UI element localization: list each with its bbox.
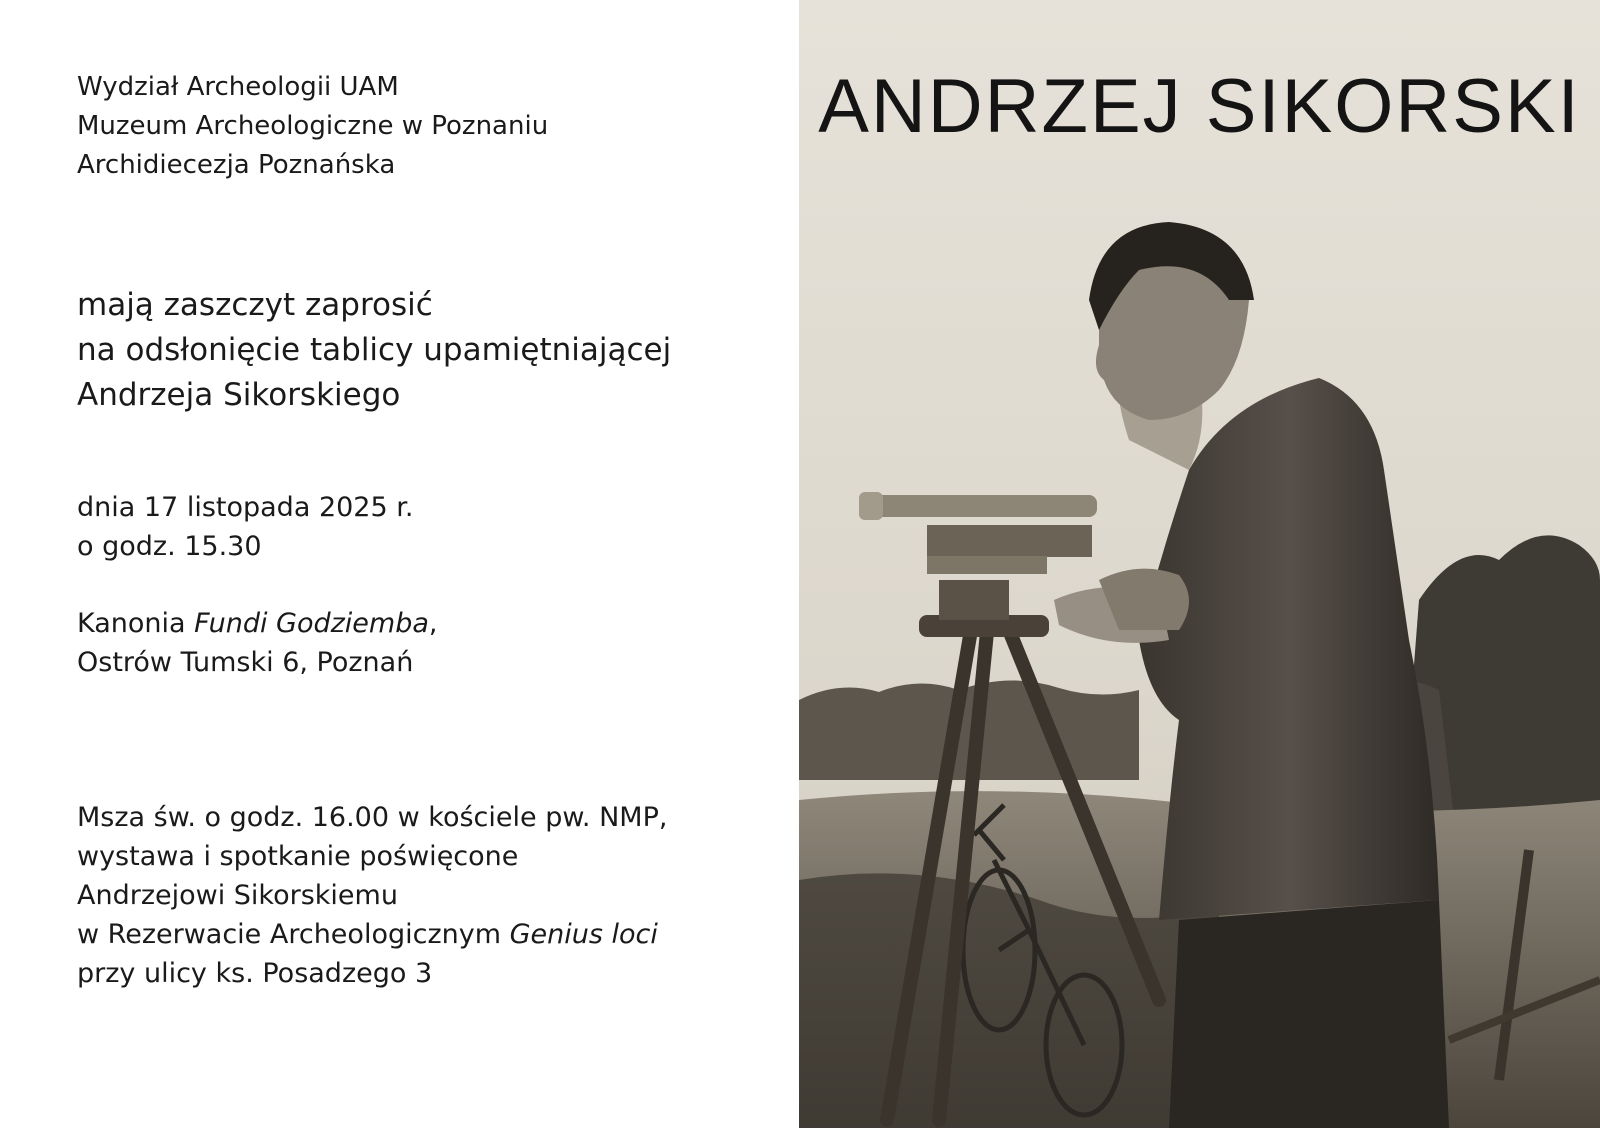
archival-photo-surveyor-with-theodolite-icon: [799, 0, 1600, 1128]
event-time: o godz. 15.30: [77, 531, 262, 562]
organizer-2: Muzeum Archeologiczne w Poznaniu: [77, 111, 549, 141]
reserve-prefix: w Rezerwacie Archeologicznym: [77, 919, 510, 950]
venue-prefix: Kanonia: [77, 608, 195, 639]
venue-name-line: [77, 604, 437, 643]
invitation-text-panel: [0, 0, 798, 1128]
mass-line-2: wystawa i spotkanie poświęcone: [77, 841, 519, 872]
mass-line-4: [77, 915, 667, 954]
venue-suffix: ,: [428, 608, 438, 639]
invitation-line-2: na odsłonięcie tablicy upamiętniającej: [77, 332, 672, 368]
venue-name: Fundi Godziemba: [194, 608, 429, 639]
organizer-3: Archidiecezja Poznańska: [77, 150, 396, 180]
organizers-list: [77, 68, 548, 185]
photo-title: ANDRZEJ SIKORSKI: [818, 64, 1581, 149]
invitation-line-3: Andrzeja Sikorskiego: [77, 377, 401, 413]
mass-line-1: Msza św. o godz. 16.00 w kościele pw. NMP,: [77, 802, 668, 833]
event-date: [77, 488, 413, 566]
organizer-1: Wydział Archeologii UAM: [77, 72, 399, 102]
mass-line-3: Andrzejowi Sikorskiemu: [77, 880, 398, 911]
venue-address: Ostrów Tumski 6, Poznań: [77, 647, 414, 678]
reserve-name: Genius loci: [509, 919, 658, 950]
mass-and-exhibition: [77, 798, 667, 993]
invitation-statement: [77, 283, 671, 418]
mass-line-5: przy ulicy ks. Posadzego 3: [77, 958, 433, 989]
invitation-line-1: mają zaszczyt zaprosić: [77, 287, 433, 323]
event-day: dnia 17 listopada 2025 r.: [77, 492, 414, 523]
archival-photo: [799, 0, 1600, 1128]
event-venue: [77, 604, 437, 682]
